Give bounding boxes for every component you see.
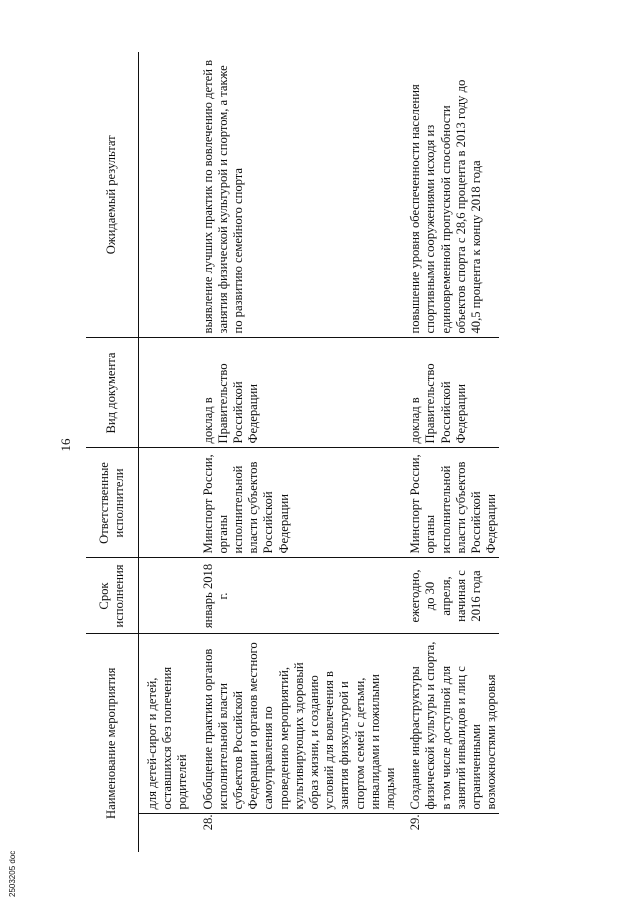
row-number — [145, 814, 191, 852]
page-number: 16 — [58, 438, 73, 452]
table-row — [398, 52, 499, 852]
row-number: 29. — [408, 814, 423, 831]
row-result: выявление лучших практик по вовлечению детей в занятия физической культурой и спортом, а также по развитию семейного спорта — [191, 52, 399, 338]
header-doc-type: Вид документа — [86, 338, 139, 448]
row-term — [145, 558, 191, 634]
header-executors: Ответственные исполнители — [86, 448, 139, 558]
row-doc-type — [145, 338, 191, 448]
row-executors: Минспорт России, органы исполнительной власти субъектов Российской Федерации — [398, 448, 499, 558]
row-doc-type: доклад в Правительство Российской Федерации — [398, 338, 499, 448]
row-doc-type: доклад в Правительство Российской Федерации — [191, 338, 399, 448]
row-executors: Минспорт России, органы исполнительной власти субъектов Российской Федерации — [191, 448, 399, 558]
row-number: 28. — [200, 814, 215, 831]
row-result: повышение уровня обеспеченности населения спортивными сооружениями исходя из единовременной пропускной способности объектов спорта с 28,6 процента в 2013 году до 40,5 процента к концу 2018 года — [398, 52, 499, 338]
header-name: Наименование мероприятия — [86, 634, 139, 852]
header-result: Ожидаемый результат — [86, 52, 139, 338]
row-name: Обобщение практики органов исполнительной власти субъектов Российской Федерации и органов местного самоуправления по проведению мероприятий, культивирующих здоровый образ жизни, и созданию условий для вовлечения в занятия физкультурой и спортом семей с детьми, инвалидами и пожилыми людьми — [191, 634, 399, 814]
table-row — [191, 52, 399, 852]
row-result — [145, 52, 191, 338]
table-row — [145, 52, 191, 852]
row-term: январь 2018 г. — [191, 558, 399, 634]
header-row — [86, 52, 139, 852]
rotated-content — [58, 52, 538, 852]
row-name: Создание инфраструктуры физической культуры и спорта, в том числе доступной для занятий инвалидов и лиц с ограниченными возможностями здоровья — [398, 634, 499, 814]
row-executors — [145, 448, 191, 558]
row-name: для детей-сирот и детей, оставшихся без попечения родителей — [145, 634, 191, 814]
row-term: ежегодно, до 30 апреля, начиная с 2016 года — [398, 558, 499, 634]
footer-code: 2503205 doc — [8, 850, 17, 897]
plan-table — [86, 52, 499, 852]
header-term: Срок исполнения — [86, 558, 139, 634]
